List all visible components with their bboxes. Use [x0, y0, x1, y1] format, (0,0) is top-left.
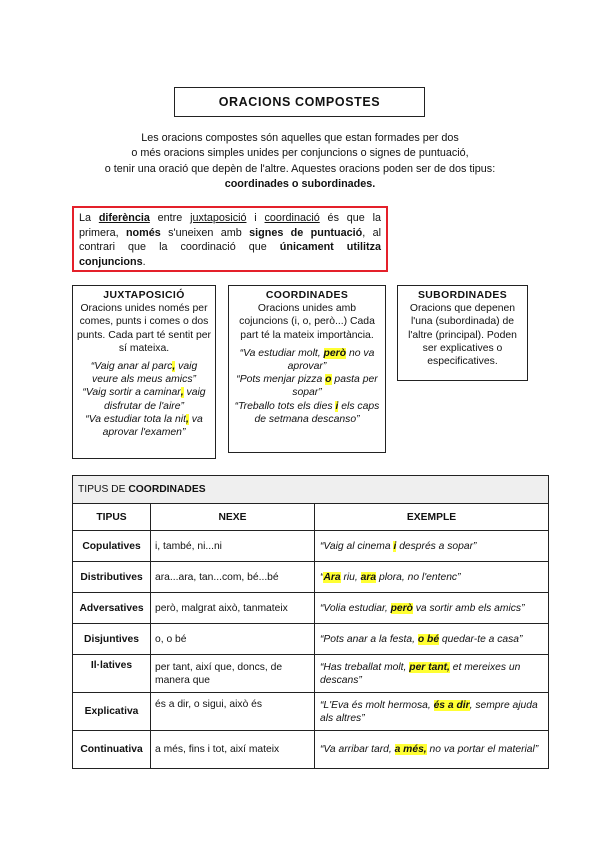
example-sentence: [233, 400, 381, 426]
intro-line-bold: coordinades o subordinades.: [224, 177, 376, 190]
example-text: “Vaig anar al parc: [90, 361, 173, 373]
intro-line: Les oracions compostes són aquelles que estan formades per dos: [141, 132, 459, 144]
type-cell: Copulatives: [73, 531, 151, 562]
highlighted-connector: però: [323, 347, 347, 359]
nexe-cell: per tant, així que, doncs, de manera que: [151, 655, 315, 693]
note-keyword: diferència: [98, 212, 150, 224]
example-cell: [315, 624, 549, 655]
example-text: et mereixes un descans”: [320, 661, 521, 686]
note-text: .: [142, 255, 146, 268]
example-text: vaig veure als meus amics”: [92, 361, 198, 386]
highlighted-connector: Ara: [323, 571, 341, 583]
example-text: “Has treballat molt,: [320, 661, 410, 673]
column-header-nexe: NEXE: [151, 504, 315, 531]
highlighted-connector: i: [335, 400, 339, 412]
example-text: “Pots anar a la festa,: [320, 633, 418, 645]
example-text: “L'Eva és molt hermosa,: [320, 699, 434, 711]
example-sentence: [77, 360, 211, 386]
note-keyword: només: [125, 226, 161, 239]
highlighted-connector: ,: [180, 387, 184, 399]
example-cell: [315, 693, 549, 731]
note-keyword: juxtaposició: [190, 212, 247, 224]
example-text: “Vaig al cinema: [320, 540, 394, 552]
example-text: “Volia estudiar,: [320, 602, 391, 614]
table-row: [73, 562, 549, 593]
table-row: [73, 731, 549, 769]
example-text: “Va estudiar tota la nit: [85, 413, 186, 425]
coordinades-heading: COORDINADES: [265, 290, 349, 301]
highlighted-connector: però: [390, 602, 413, 614]
juxtaposicio-description: Oracions unides només per comes, punts i comes o dos punts. Cada part té sentit per sí mateixa.: [77, 303, 212, 354]
example-text: vaig disfrutar de l'aire”: [104, 387, 206, 412]
highlighted-connector: per tant,: [409, 661, 450, 673]
highlighted-connector: ,: [185, 413, 189, 425]
coordinades-description: Oracions unides amb cojuncions (i, o, però...) Cada part té la mateix importància.: [239, 303, 375, 341]
coordinades-types-table: [72, 475, 549, 769]
example-sentence: [233, 347, 381, 373]
intro-line: o més oracions simples unides per conjuncions o signes de puntuació,: [131, 147, 469, 160]
highlighted-connector: a més,: [394, 744, 427, 755]
juxtaposicio-heading: JUXTAPOSICIÓ: [103, 290, 185, 301]
example-text: quedar-te a casa”: [439, 633, 523, 645]
example-cell: [315, 531, 549, 562]
example-text: “Va estudiar molt,: [239, 347, 324, 359]
subordinades-heading: SUBORDINADES: [417, 290, 508, 301]
type-cell: Il·latives: [73, 655, 151, 693]
type-cell: Adversatives: [73, 593, 151, 624]
note-keyword: coordinació: [264, 212, 320, 224]
example-cell: [315, 731, 549, 769]
column-header-tipus: TIPUS: [73, 504, 151, 531]
page-title-box: [174, 87, 425, 117]
table-row: [73, 655, 549, 693]
coordinades-box: [228, 285, 386, 453]
juxtaposicio-box: [72, 285, 216, 459]
example-text: després a sopar”: [396, 540, 477, 552]
note-text: i: [246, 212, 265, 224]
juxtaposicio-examples: [77, 360, 211, 439]
example-cell: [315, 593, 549, 624]
note-keyword: únicament utilitza conjuncions: [79, 241, 381, 268]
example-text: “Pots menjar pizza: [236, 374, 326, 386]
subordinades-box: [397, 285, 528, 381]
type-cell: Explicativa: [73, 693, 151, 731]
table-row: [73, 693, 549, 731]
note-text: , al contrari que la coordinació que: [79, 226, 381, 254]
highlighted-connector: o bé: [417, 633, 440, 645]
example-text: no va aprovar”: [287, 347, 375, 373]
highlighted-connector: és a dir: [433, 699, 470, 711]
example-text: pasta per sopar”: [292, 374, 378, 399]
example-text: no va portar el material”: [426, 744, 539, 755]
note-text: entre: [149, 212, 191, 224]
example-text: , sempre ajuda als altres”: [320, 699, 538, 724]
example-sentence: [77, 386, 211, 412]
intro-paragraph: [60, 131, 540, 192]
type-cell: Continuativa: [73, 731, 151, 769]
highlighted-connector: ,: [172, 361, 176, 373]
example-cell: [315, 655, 549, 693]
nexe-cell: i, també, ni...ni: [151, 531, 315, 562]
column-header-exemple: EXEMPLE: [315, 504, 549, 531]
intro-line: o tenir una oració que depèn de l'altre. Aquestes oracions poden ser de dos tipus:: [104, 162, 496, 175]
table-caption-prefix: TIPUS DE: [78, 484, 129, 495]
example-text: “Va arribar tard,: [320, 744, 395, 755]
note-text: s'uneixen amb: [160, 226, 250, 239]
table-caption-bold: COORDINADES: [128, 484, 206, 495]
example-cell: [315, 562, 549, 593]
table-header-row: [73, 504, 549, 531]
nexe-cell: a més, fins i tot, així mateix: [151, 731, 315, 769]
nexe-cell: però, malgrat això, tanmateix: [151, 593, 315, 624]
subordinades-description: Oracions que depenen l'una (subordinada) de l'altre (principal). Poden ser explicatives o especificatives.: [408, 303, 517, 368]
difference-note: [72, 206, 388, 272]
example-sentence: [233, 373, 381, 399]
note-text: és que la primera,: [79, 212, 382, 239]
note-text: La: [79, 212, 99, 224]
example-text: “Treballo tots els dies: [234, 400, 336, 412]
highlighted-connector: ara: [360, 571, 377, 583]
note-keyword: signes de puntuació: [249, 226, 363, 239]
example-text: “: [320, 571, 324, 583]
table-caption: [73, 476, 549, 504]
type-cell: Distributives: [73, 562, 151, 593]
example-text: va sortir amb els amics”: [412, 602, 525, 614]
coordinades-examples: [233, 347, 381, 426]
nexe-cell: és a dir, o sigui, això és: [151, 693, 315, 731]
example-text: “Vaig sortir a caminar: [82, 387, 181, 399]
nexe-cell: o, o bé: [151, 624, 315, 655]
example-sentence: [77, 413, 211, 439]
nexe-cell: ara...ara, tan...com, bé...bé: [151, 562, 315, 593]
table-row: [73, 624, 549, 655]
highlighted-connector: i: [393, 540, 397, 552]
example-text: riu,: [340, 571, 361, 583]
example-text: plora, no l'entenc”: [376, 571, 461, 583]
type-cell: Disjuntives: [73, 624, 151, 655]
example-text: els caps de setmana descanso”: [254, 400, 380, 425]
table-row: [73, 531, 549, 562]
table-row: [73, 593, 549, 624]
highlighted-connector: o: [325, 374, 332, 386]
example-text: va aprovar l'examen”: [102, 413, 203, 439]
page-title: ORACIONS COMPOSTES: [218, 95, 381, 109]
